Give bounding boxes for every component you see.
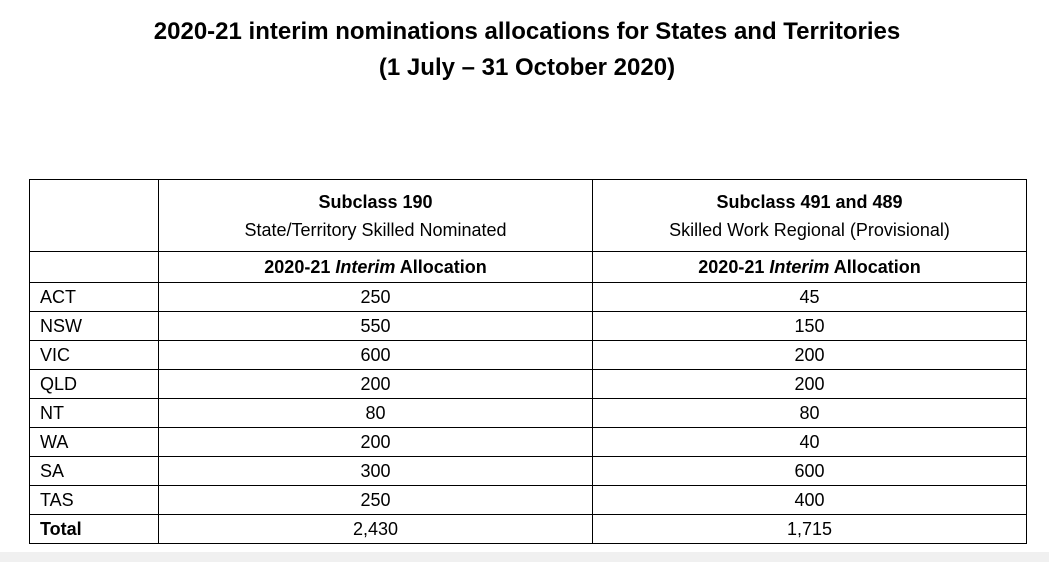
- subclass-header-row: [30, 180, 1027, 252]
- subclass-190-value: 200: [159, 428, 593, 457]
- subclass-190-value: 550: [159, 312, 593, 341]
- state-name: ACT: [30, 283, 159, 312]
- allocation-header-blank-cell: [30, 252, 159, 283]
- table-row: [30, 428, 1027, 457]
- page-bottom-edge: [0, 552, 1049, 562]
- subclass-190-total: 2,430: [159, 515, 593, 544]
- allocation-table: [29, 179, 1027, 544]
- subclass-190-value: 250: [159, 486, 593, 515]
- table-row: [30, 457, 1027, 486]
- state-name: WA: [30, 428, 159, 457]
- state-name: VIC: [30, 341, 159, 370]
- subclass-491-value: 200: [593, 370, 1027, 399]
- table-row: [30, 312, 1027, 341]
- subclass-190-value: 200: [159, 370, 593, 399]
- table-row: [30, 283, 1027, 312]
- table-row: [30, 341, 1027, 370]
- subclass-190-value: 600: [159, 341, 593, 370]
- header-blank-cell: [30, 180, 159, 252]
- total-row: [30, 515, 1027, 544]
- subclass-491-value: 45: [593, 283, 1027, 312]
- table-row: [30, 370, 1027, 399]
- subclass-491-header: [593, 180, 1027, 252]
- subclass-190-value: 250: [159, 283, 593, 312]
- total-label: Total: [30, 515, 159, 544]
- subclass-190-value: 300: [159, 457, 593, 486]
- subclass-491-description: Skilled Work Regional (Provisional): [669, 219, 950, 240]
- state-name: NSW: [30, 312, 159, 341]
- subclass-491-value: 80: [593, 399, 1027, 428]
- allocation-header-row: [30, 252, 1027, 283]
- document-title: [0, 14, 1049, 86]
- subclass-190-header: [159, 180, 593, 252]
- state-name: SA: [30, 457, 159, 486]
- subclass-491-total: 1,715: [593, 515, 1027, 544]
- subclass-190-allocation-header: 2020-21 Interim Allocation: [159, 252, 593, 283]
- title-line-1: 2020-21 interim nominations allocations for States and Territories: [153, 18, 901, 45]
- state-name: TAS: [30, 486, 159, 515]
- title-line-2: (1 July – 31 October 2020): [378, 54, 676, 81]
- subclass-190-name: Subclass 190: [318, 191, 433, 212]
- subclass-491-value: 600: [593, 457, 1027, 486]
- state-name: QLD: [30, 370, 159, 399]
- subclass-491-allocation-header: 2020-21 Interim Allocation: [593, 252, 1027, 283]
- table-row: [30, 399, 1027, 428]
- subclass-190-value: 80: [159, 399, 593, 428]
- subclass-491-name: Subclass 491 and 489: [716, 191, 903, 212]
- subclass-491-value: 150: [593, 312, 1027, 341]
- state-name: NT: [30, 399, 159, 428]
- table-row: [30, 486, 1027, 515]
- subclass-491-value: 40: [593, 428, 1027, 457]
- subclass-491-value: 200: [593, 341, 1027, 370]
- subclass-491-value: 400: [593, 486, 1027, 515]
- subclass-190-description: State/Territory Skilled Nominated: [244, 219, 507, 240]
